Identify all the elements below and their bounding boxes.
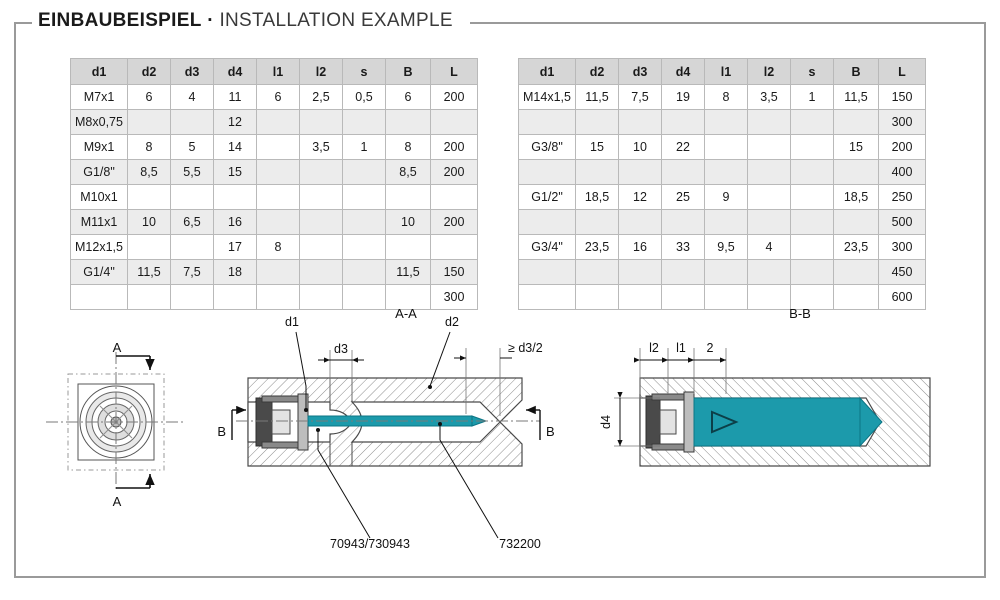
table-cell: 6 bbox=[386, 85, 431, 110]
table-cell: M9x1 bbox=[71, 135, 128, 160]
table-cell: 15 bbox=[834, 135, 879, 160]
table-cell bbox=[300, 260, 343, 285]
column-header-L: L bbox=[879, 59, 926, 85]
column-header-d1: d1 bbox=[519, 59, 576, 85]
column-header-d4: d4 bbox=[214, 59, 257, 85]
table-cell: 4 bbox=[748, 235, 791, 260]
table-cell bbox=[705, 110, 748, 135]
column-header-l1: l1 bbox=[257, 59, 300, 85]
table-cell: M10x1 bbox=[71, 185, 128, 210]
column-header-s: s bbox=[791, 59, 834, 85]
table-cell: 6 bbox=[257, 85, 300, 110]
table-cell bbox=[257, 135, 300, 160]
column-header-L: L bbox=[431, 59, 478, 85]
label-d1: d1 bbox=[285, 315, 299, 329]
table-cell: 200 bbox=[431, 135, 478, 160]
table-cell bbox=[791, 160, 834, 185]
table-cell: 500 bbox=[879, 210, 926, 235]
table-row bbox=[71, 260, 478, 285]
table-row bbox=[519, 260, 926, 285]
drawing-svg bbox=[0, 290, 1000, 580]
table-cell: M14x1,5 bbox=[519, 85, 576, 110]
table-cell bbox=[519, 160, 576, 185]
table-cell bbox=[300, 185, 343, 210]
table-cell: 22 bbox=[662, 135, 705, 160]
table-row bbox=[71, 110, 478, 135]
table-cell: 5,5 bbox=[171, 160, 214, 185]
table-header-row bbox=[71, 59, 478, 85]
dimension-d3-half: ≥ d3/2 bbox=[508, 341, 543, 355]
table-cell bbox=[300, 210, 343, 235]
table-cell bbox=[576, 160, 619, 185]
table-cell bbox=[519, 260, 576, 285]
table-row bbox=[71, 135, 478, 160]
table-cell: 12 bbox=[214, 110, 257, 135]
table-cell: 8 bbox=[128, 135, 171, 160]
table-cell bbox=[791, 210, 834, 235]
table-cell bbox=[386, 185, 431, 210]
table-cell bbox=[519, 210, 576, 235]
table-cell: 17 bbox=[214, 235, 257, 260]
table-cell bbox=[791, 135, 834, 160]
end-view bbox=[46, 340, 186, 509]
table-cell bbox=[662, 210, 705, 235]
table-cell bbox=[171, 235, 214, 260]
column-header-d3: d3 bbox=[171, 59, 214, 85]
table-cell bbox=[619, 210, 662, 235]
table-cell: 300 bbox=[879, 235, 926, 260]
table-row bbox=[71, 160, 478, 185]
table-cell bbox=[257, 160, 300, 185]
table-cell bbox=[257, 210, 300, 235]
column-header-B: B bbox=[834, 59, 879, 85]
table-cell bbox=[834, 210, 879, 235]
section-a-a bbox=[217, 306, 554, 551]
table-cell: 600 bbox=[879, 285, 926, 310]
table-cell: G1/2" bbox=[519, 185, 576, 210]
table-cell bbox=[834, 160, 879, 185]
table-header-row bbox=[519, 59, 926, 85]
table-cell: 9,5 bbox=[705, 235, 748, 260]
table-row bbox=[519, 210, 926, 235]
table-row bbox=[519, 85, 926, 110]
table-cell bbox=[300, 160, 343, 185]
table-cell bbox=[257, 110, 300, 135]
table-cell bbox=[519, 110, 576, 135]
table-cell bbox=[128, 235, 171, 260]
column-header-d2: d2 bbox=[576, 59, 619, 85]
table-cell: 3,5 bbox=[748, 85, 791, 110]
table-cell: 3,5 bbox=[300, 135, 343, 160]
table-cell bbox=[748, 210, 791, 235]
table-cell bbox=[128, 185, 171, 210]
table-cell bbox=[343, 210, 386, 235]
table-cell: 19 bbox=[662, 85, 705, 110]
table-cell: 1 bbox=[343, 135, 386, 160]
table-cell bbox=[343, 185, 386, 210]
table-cell bbox=[791, 260, 834, 285]
table-cell: 12 bbox=[619, 185, 662, 210]
table-cell: 450 bbox=[879, 260, 926, 285]
column-header-B: B bbox=[386, 59, 431, 85]
table-cell bbox=[662, 260, 705, 285]
table-cell: 200 bbox=[431, 160, 478, 185]
table-cell bbox=[171, 185, 214, 210]
table-cell: M8x0,75 bbox=[71, 110, 128, 135]
table-cell: 14 bbox=[214, 135, 257, 160]
table-row bbox=[519, 110, 926, 135]
page-title bbox=[38, 10, 453, 32]
table-cell: 15 bbox=[214, 160, 257, 185]
table-cell: 23,5 bbox=[834, 235, 879, 260]
table-row bbox=[71, 210, 478, 235]
table-cell: 6,5 bbox=[171, 210, 214, 235]
table-cell bbox=[662, 160, 705, 185]
table-cell: 1 bbox=[791, 85, 834, 110]
table-cell: G1/8" bbox=[71, 160, 128, 185]
section-label-a-bottom: A bbox=[112, 494, 122, 509]
frame-border-top-right bbox=[470, 22, 986, 24]
table-cell bbox=[576, 210, 619, 235]
technical-drawing bbox=[0, 290, 1000, 580]
column-header-l2: l2 bbox=[300, 59, 343, 85]
table-row bbox=[519, 160, 926, 185]
table-cell bbox=[748, 110, 791, 135]
table-cell: 8,5 bbox=[128, 160, 171, 185]
table-cell: 300 bbox=[431, 285, 478, 310]
table-cell: 250 bbox=[879, 185, 926, 210]
column-header-d3: d3 bbox=[619, 59, 662, 85]
table-cell: M7x1 bbox=[71, 85, 128, 110]
table-cell: 10 bbox=[128, 210, 171, 235]
table-cell: 11 bbox=[214, 85, 257, 110]
dimension-l1: l1 bbox=[676, 341, 686, 355]
table-cell: 11,5 bbox=[576, 85, 619, 110]
table-cell bbox=[705, 210, 748, 235]
table-cell bbox=[791, 235, 834, 260]
table-cell: 10 bbox=[619, 135, 662, 160]
table-cell: 25 bbox=[662, 185, 705, 210]
column-header-l2: l2 bbox=[748, 59, 791, 85]
table-cell bbox=[257, 185, 300, 210]
table-cell: 2,5 bbox=[300, 85, 343, 110]
table-cell bbox=[748, 160, 791, 185]
table-cell: 23,5 bbox=[576, 235, 619, 260]
page-title-regular: INSTALLATION EXAMPLE bbox=[219, 10, 453, 31]
table-cell: 150 bbox=[431, 260, 478, 285]
table-cell: 15 bbox=[576, 135, 619, 160]
table-cell bbox=[343, 160, 386, 185]
dimension-d3: d3 bbox=[334, 342, 348, 356]
table-cell: 200 bbox=[879, 135, 926, 160]
table-cell bbox=[834, 260, 879, 285]
table-cell: 11,5 bbox=[834, 85, 879, 110]
table-cell: 16 bbox=[619, 235, 662, 260]
section-label-b-right: B bbox=[546, 424, 555, 439]
table-cell: 7,5 bbox=[619, 85, 662, 110]
table-cell: 8 bbox=[705, 85, 748, 110]
table-cell: 150 bbox=[879, 85, 926, 110]
table-cell: 10 bbox=[386, 210, 431, 235]
frame-border-top-left bbox=[14, 22, 32, 24]
table-row bbox=[519, 185, 926, 210]
page-title-bold: EINBAUBEISPIEL bbox=[38, 10, 202, 31]
table-cell: 18,5 bbox=[576, 185, 619, 210]
table-cell bbox=[431, 110, 478, 135]
table-cell bbox=[576, 260, 619, 285]
dimension-d4: d4 bbox=[599, 415, 613, 429]
table-row bbox=[519, 135, 926, 160]
table-cell bbox=[705, 135, 748, 160]
table-cell: 7,5 bbox=[171, 260, 214, 285]
table-cell bbox=[386, 110, 431, 135]
spec-table-left bbox=[70, 58, 478, 310]
table-cell: 18,5 bbox=[834, 185, 879, 210]
table-cell: G1/4" bbox=[71, 260, 128, 285]
table-cell bbox=[748, 135, 791, 160]
page-title-separator: · bbox=[207, 10, 214, 31]
dimension-2: 2 bbox=[706, 341, 714, 355]
table-cell: 8 bbox=[257, 235, 300, 260]
table-cell bbox=[705, 160, 748, 185]
table-cell bbox=[171, 110, 214, 135]
table-cell bbox=[431, 235, 478, 260]
part-number-left: 70943/730943 bbox=[330, 537, 410, 551]
table-cell: 200 bbox=[431, 210, 478, 235]
label-d2: d2 bbox=[445, 315, 459, 329]
table-cell: 0,5 bbox=[343, 85, 386, 110]
table-cell bbox=[576, 110, 619, 135]
table-cell: 5 bbox=[171, 135, 214, 160]
table-cell bbox=[791, 110, 834, 135]
table-cell: 16 bbox=[214, 210, 257, 235]
column-header-d4: d4 bbox=[662, 59, 705, 85]
table-cell: 18 bbox=[214, 260, 257, 285]
table-cell bbox=[214, 185, 257, 210]
table-cell: 8 bbox=[386, 135, 431, 160]
table-cell: M12x1,5 bbox=[71, 235, 128, 260]
column-header-d1: d1 bbox=[71, 59, 128, 85]
table-cell bbox=[748, 260, 791, 285]
column-header-s: s bbox=[343, 59, 386, 85]
table-cell bbox=[300, 235, 343, 260]
table-cell: 9 bbox=[705, 185, 748, 210]
table-row bbox=[71, 85, 478, 110]
table-cell: 11,5 bbox=[128, 260, 171, 285]
table-cell: M11x1 bbox=[71, 210, 128, 235]
table-cell bbox=[343, 110, 386, 135]
table-cell: 400 bbox=[879, 160, 926, 185]
table-cell: G3/4" bbox=[519, 235, 576, 260]
section-b-b bbox=[599, 306, 930, 466]
column-header-l1: l1 bbox=[705, 59, 748, 85]
section-title-bb: B-B bbox=[789, 306, 811, 321]
table-cell: 4 bbox=[171, 85, 214, 110]
table-cell bbox=[619, 110, 662, 135]
table-cell bbox=[431, 185, 478, 210]
section-label-b-left: B bbox=[217, 424, 226, 439]
table-cell bbox=[257, 260, 300, 285]
table-cell bbox=[748, 185, 791, 210]
table-cell bbox=[386, 235, 431, 260]
table-cell bbox=[343, 260, 386, 285]
table-cell bbox=[834, 110, 879, 135]
section-label-a-top: A bbox=[112, 340, 122, 355]
table-cell bbox=[619, 160, 662, 185]
table-cell: 300 bbox=[879, 110, 926, 135]
table-cell bbox=[705, 260, 748, 285]
table-cell: 200 bbox=[431, 85, 478, 110]
section-title-aa: A-A bbox=[395, 306, 417, 321]
table-cell bbox=[619, 260, 662, 285]
part-number-right: 732200 bbox=[499, 537, 541, 551]
table-cell bbox=[343, 235, 386, 260]
table-cell: 8,5 bbox=[386, 160, 431, 185]
table-cell: G3/8" bbox=[519, 135, 576, 160]
table-cell bbox=[791, 185, 834, 210]
dimension-l2: l2 bbox=[649, 341, 659, 355]
table-row bbox=[71, 185, 478, 210]
spec-table-right bbox=[518, 58, 926, 310]
table-row bbox=[71, 235, 478, 260]
table-cell: 33 bbox=[662, 235, 705, 260]
table-cell: 6 bbox=[128, 85, 171, 110]
table-cell bbox=[662, 110, 705, 135]
table-cell: 11,5 bbox=[386, 260, 431, 285]
column-header-d2: d2 bbox=[128, 59, 171, 85]
table-cell bbox=[128, 110, 171, 135]
table-cell bbox=[300, 110, 343, 135]
table-row bbox=[519, 235, 926, 260]
